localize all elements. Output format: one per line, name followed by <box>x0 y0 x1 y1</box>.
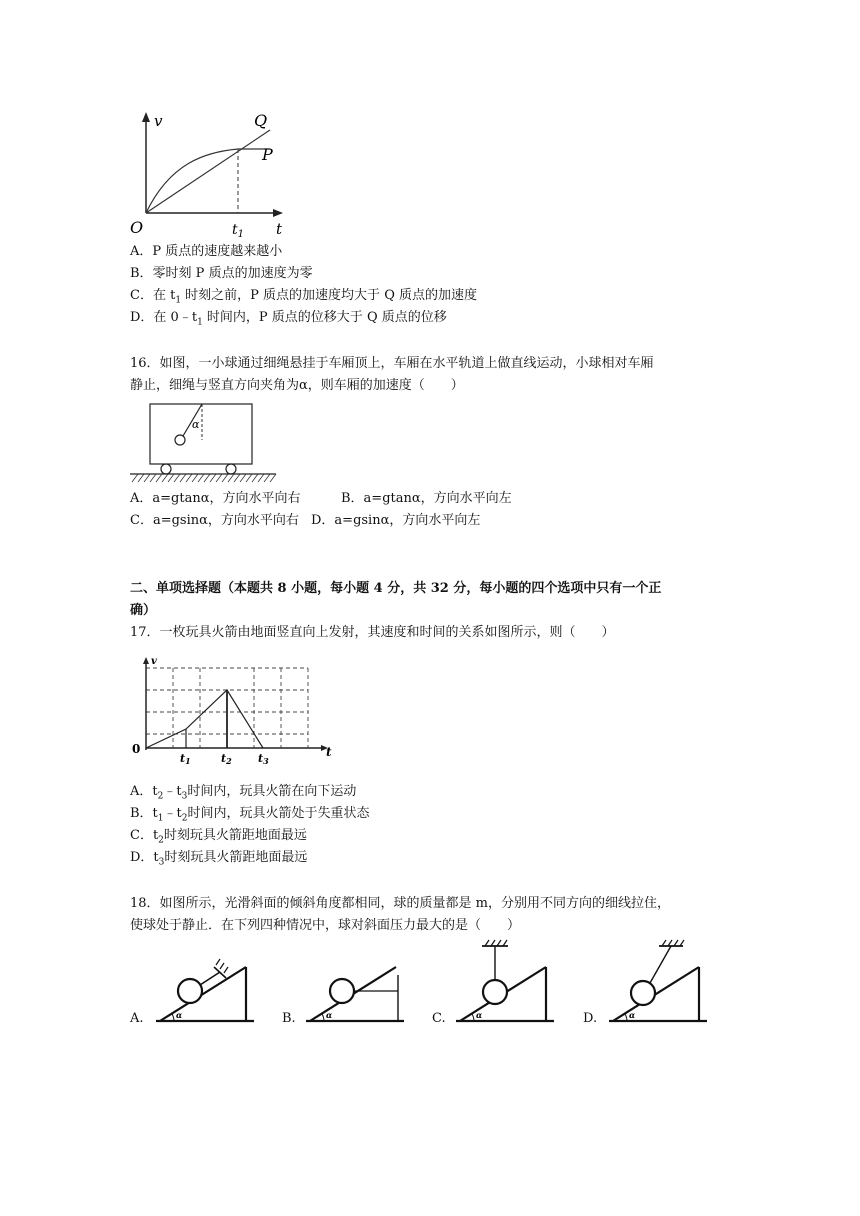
q18-stem-line1: 18．如图所示，光滑斜面的倾斜角度都相同，球的质量都是 m，分别用不同方向的细线拉住， <box>130 896 671 911</box>
q17-option-d: D．$t_3$时刻玩具火箭距地面最远 <box>130 850 308 868</box>
q17-option-a: A．$t_2﹣t_3$时间内，玩具火箭在向下运动 <box>130 784 357 802</box>
o-label: O <box>130 218 144 237</box>
y-arrow <box>143 657 149 664</box>
q15-vt-graph <box>130 108 290 238</box>
t3-label: t3 <box>258 752 269 766</box>
t-label: t <box>276 220 283 238</box>
section2-heading-line1: 二、单项选择题（本题共 8 小题，每小题 4 分，共 32 分，每小题的四个选项中只有一个正 <box>130 581 662 596</box>
curve-p <box>146 149 270 213</box>
q18-label-b: B. <box>282 1011 296 1026</box>
q16-option-a: A．a=gtanα，方向水平向右 <box>130 491 301 506</box>
q18-diagram-a <box>150 945 260 1030</box>
q-label: Q <box>254 111 268 130</box>
q18-diagram-b <box>300 945 410 1030</box>
q15-option-a: A．P 质点的速度越来越小 <box>130 244 283 259</box>
velocity-line <box>146 690 263 748</box>
section2-heading-line2: 确） <box>130 603 157 618</box>
wheel-left <box>161 464 171 474</box>
q16-carriage-diagram <box>130 402 280 484</box>
t2-label: t2 <box>221 752 232 766</box>
svg-text:α: α <box>629 1010 636 1020</box>
v-label: v <box>154 112 163 130</box>
svg-text:α: α <box>176 1010 183 1020</box>
q17-stem: 17．一枚玩具火箭由地面竖直向上发射，其速度和时间的关系如图所示，则（ ） <box>130 625 615 640</box>
q17-vt-graph <box>128 654 338 766</box>
t-label: t <box>326 745 332 759</box>
q15-option-c: C．在 $t_1$ 时刻之前，P 质点的加速度均大于 Q 质点的加速度 <box>130 288 477 306</box>
alpha-label: α <box>192 418 200 431</box>
t1-label: $t_1$ <box>232 222 245 240</box>
q18-diagram-c <box>450 940 560 1030</box>
line-q <box>146 130 270 213</box>
q18-label-d: D. <box>583 1011 598 1026</box>
svg-text:α: α <box>476 1010 483 1020</box>
q18-label-a: A. <box>130 1011 144 1026</box>
carriage-box <box>150 404 252 464</box>
wheel-right <box>226 464 236 474</box>
q18-stem-line2: 使球处于静止．在下列四种情况中，球对斜面压力最大的是（ ） <box>130 918 521 933</box>
q15-option-d: D．在 $0﹣t_1$ 时间内，P 质点的位移大于 Q 质点的位移 <box>130 310 447 328</box>
q16-stem-line2: 静止，细绳与竖直方向夹角为α，则车厢的加速度（ ） <box>130 378 464 393</box>
zero-label: 0 <box>132 742 141 756</box>
p-label: P <box>262 145 273 164</box>
q16-option-c: C．a=gsinα，方向水平向右 <box>130 513 299 528</box>
y-arrow <box>142 112 150 122</box>
q16-stem-line1: 16．如图，一小球通过细绳悬挂于车厢顶上，车厢在水平轨道上做直线运动，小球相对车厢 <box>130 356 654 371</box>
q18-label-c: C. <box>432 1011 446 1026</box>
svg-text:α: α <box>326 1010 333 1020</box>
q18-diagram-d <box>603 940 713 1030</box>
ground-hatch <box>132 474 276 482</box>
q17-option-b: B．$t_1﹣t_2$时间内，玩具火箭处于失重状态 <box>130 806 370 824</box>
x-arrow <box>273 209 283 217</box>
t1-label: t1 <box>180 752 191 766</box>
q16-option-b: B．a=gtanα，方向水平向左 <box>341 491 512 506</box>
q15-option-b: B．零时刻 P 质点的加速度为零 <box>130 266 313 281</box>
q16-option-d: D．a=gsinα，方向水平向左 <box>311 513 481 528</box>
q17-option-c: C．$t_2$时刻玩具火箭距地面最远 <box>130 828 307 846</box>
v-label: v <box>151 656 157 667</box>
ball <box>175 435 185 445</box>
